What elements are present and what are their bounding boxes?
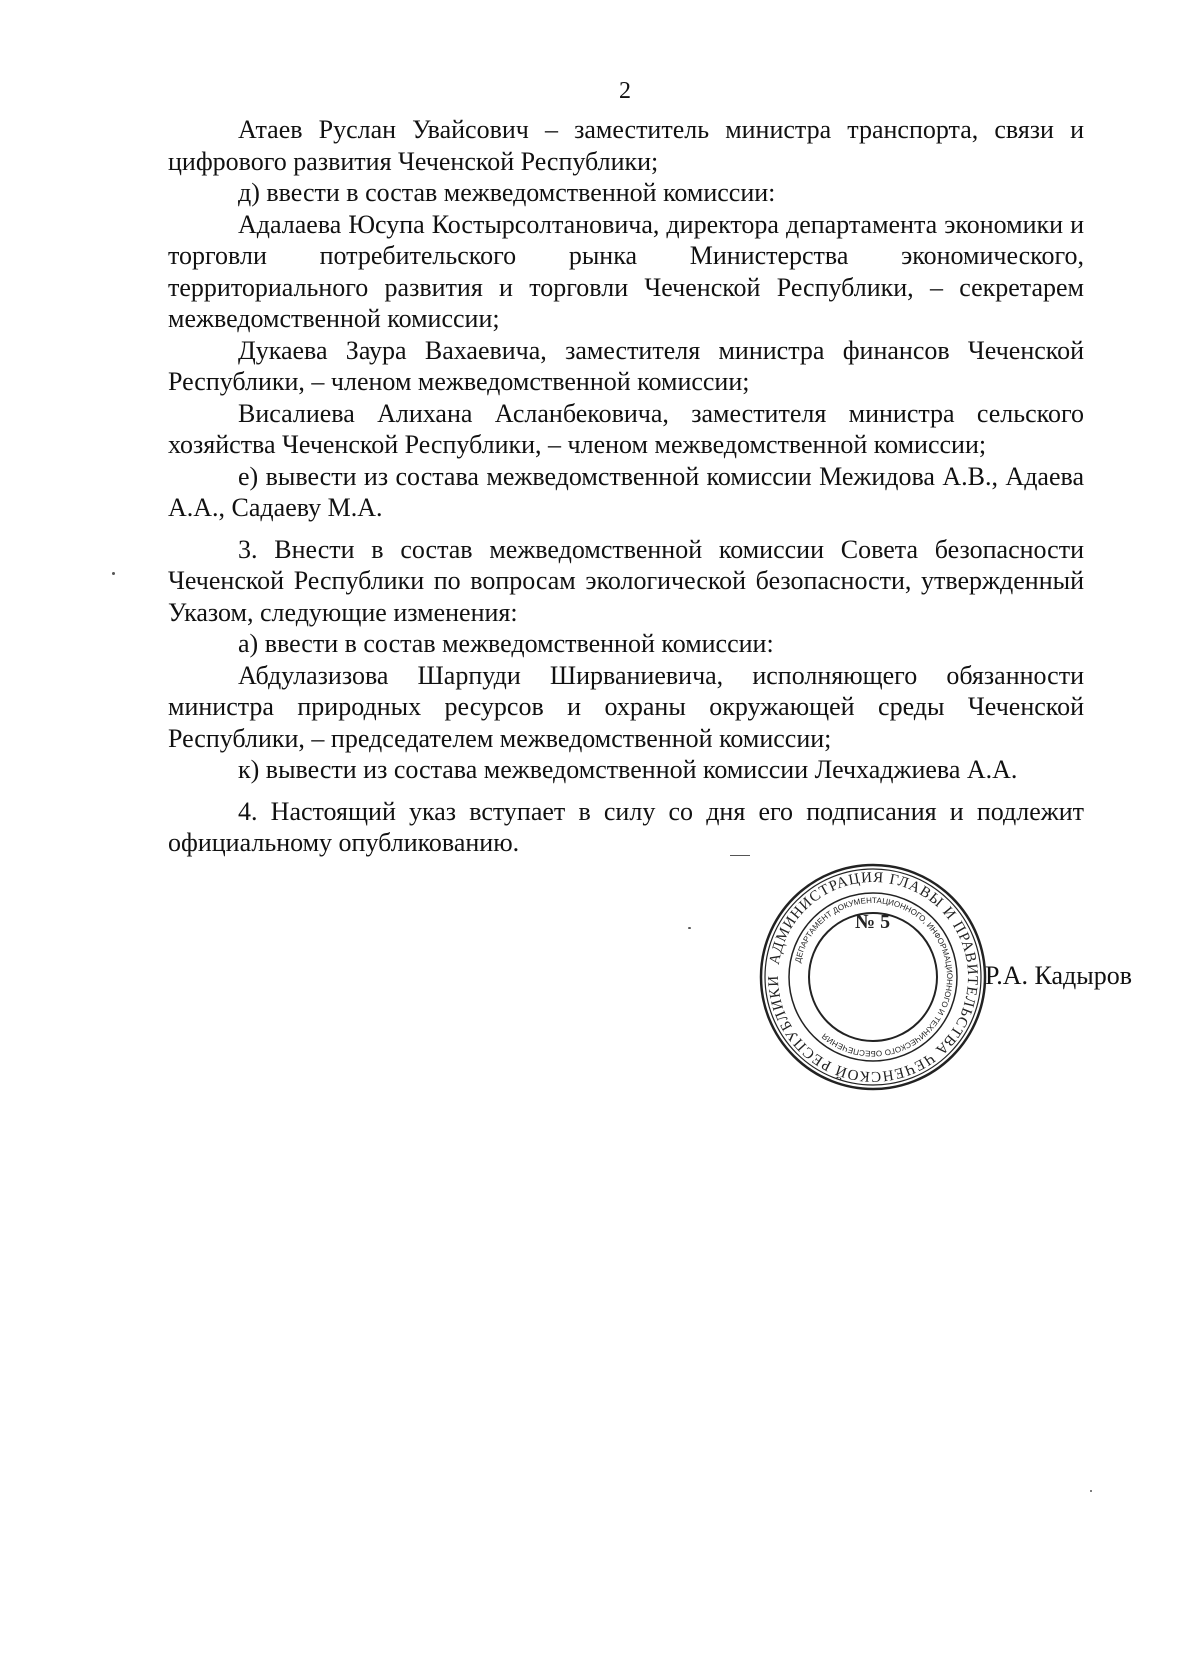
stamp-outer-text: АДМИНИСТРАЦИЯ ГЛАВЫ И ПРАВИТЕЛЬСТВА ЧЕЧЕНСКОЙ РЕСПУБЛИКИ (765, 869, 981, 1085)
paragraph-abdulazizov: Абдулазизова Шарпуди Ширваниевича, исполняющего обязанности министра природных ресурсов и охраны окружающей среды Чеченской Республики, – председателем межведомственной комиссии; (168, 660, 1084, 753)
paragraph-a-introduce: а) ввести в состав межведомственной комиссии: (238, 629, 774, 658)
signature-name: Р.А. Кадыров (985, 961, 1132, 990)
paragraph-item-4: 4. Настоящий указ вступает в силу со дня его подписания и подлежит официальному опубликованию. (168, 796, 1084, 857)
paragraph-adalaev: Адалаева Юсупа Костырсолтановича, директора департамента экономики и торговли потребительского рынка Министерства экономического, территориального развития и торговли Чеченской Республики, – секретарем межведомственной комиссии; (168, 209, 1084, 333)
stamp-number: № 5 (855, 911, 891, 933)
paragraph-item-3: 3. Внести в состав межведомственной комиссии Совета безопасности Чеченской Республики по вопросам экологической безопасности, утвержденный Указом, следующие изменения: (168, 534, 1084, 627)
paragraph-d-introduce: д) ввести в состав межведомственной комиссии: (238, 178, 776, 207)
page-number: 2 (619, 78, 631, 104)
paragraph-ataev: Атаев Руслан Увайсович – заместитель министра транспорта, связи и цифрового развития Чеченской Республики; (168, 115, 1084, 176)
scan-speck (730, 855, 750, 856)
paragraph-e-remove: е) вывести из состава межведомственной комиссии Межидова А.В., Адаева А.А., Садаеву М.А. (168, 461, 1084, 522)
paragraph-visaliev: Висалиева Алихана Асланбековича, заместителя министра сельского хозяйства Чеченской Республики, – членом межведомственной комиссии; (168, 398, 1084, 459)
stamp-inner-text: ДЕПАРТАМЕНТ ДОКУМЕНТАЦИОННОГО, ИНФОРМАЦИОННОГО И ТЕХНИЧЕСКОГО ОБЕСПЕЧЕНИЯ (793, 895, 955, 1059)
document-body (168, 114, 1084, 859)
paragraph-k-remove: к) вывести из состава межведомственной комиссии Лечхаджиева А.А. (238, 755, 1018, 784)
paragraph-dukaev: Дукаева Заура Вахаевича, заместителя министра финансов Чеченской Республики, – членом межведомственной комиссии; (168, 335, 1084, 396)
scan-speck (688, 927, 691, 929)
scan-speck (112, 572, 115, 575)
official-stamp (758, 862, 988, 1092)
scan-speck (1090, 1490, 1092, 1492)
